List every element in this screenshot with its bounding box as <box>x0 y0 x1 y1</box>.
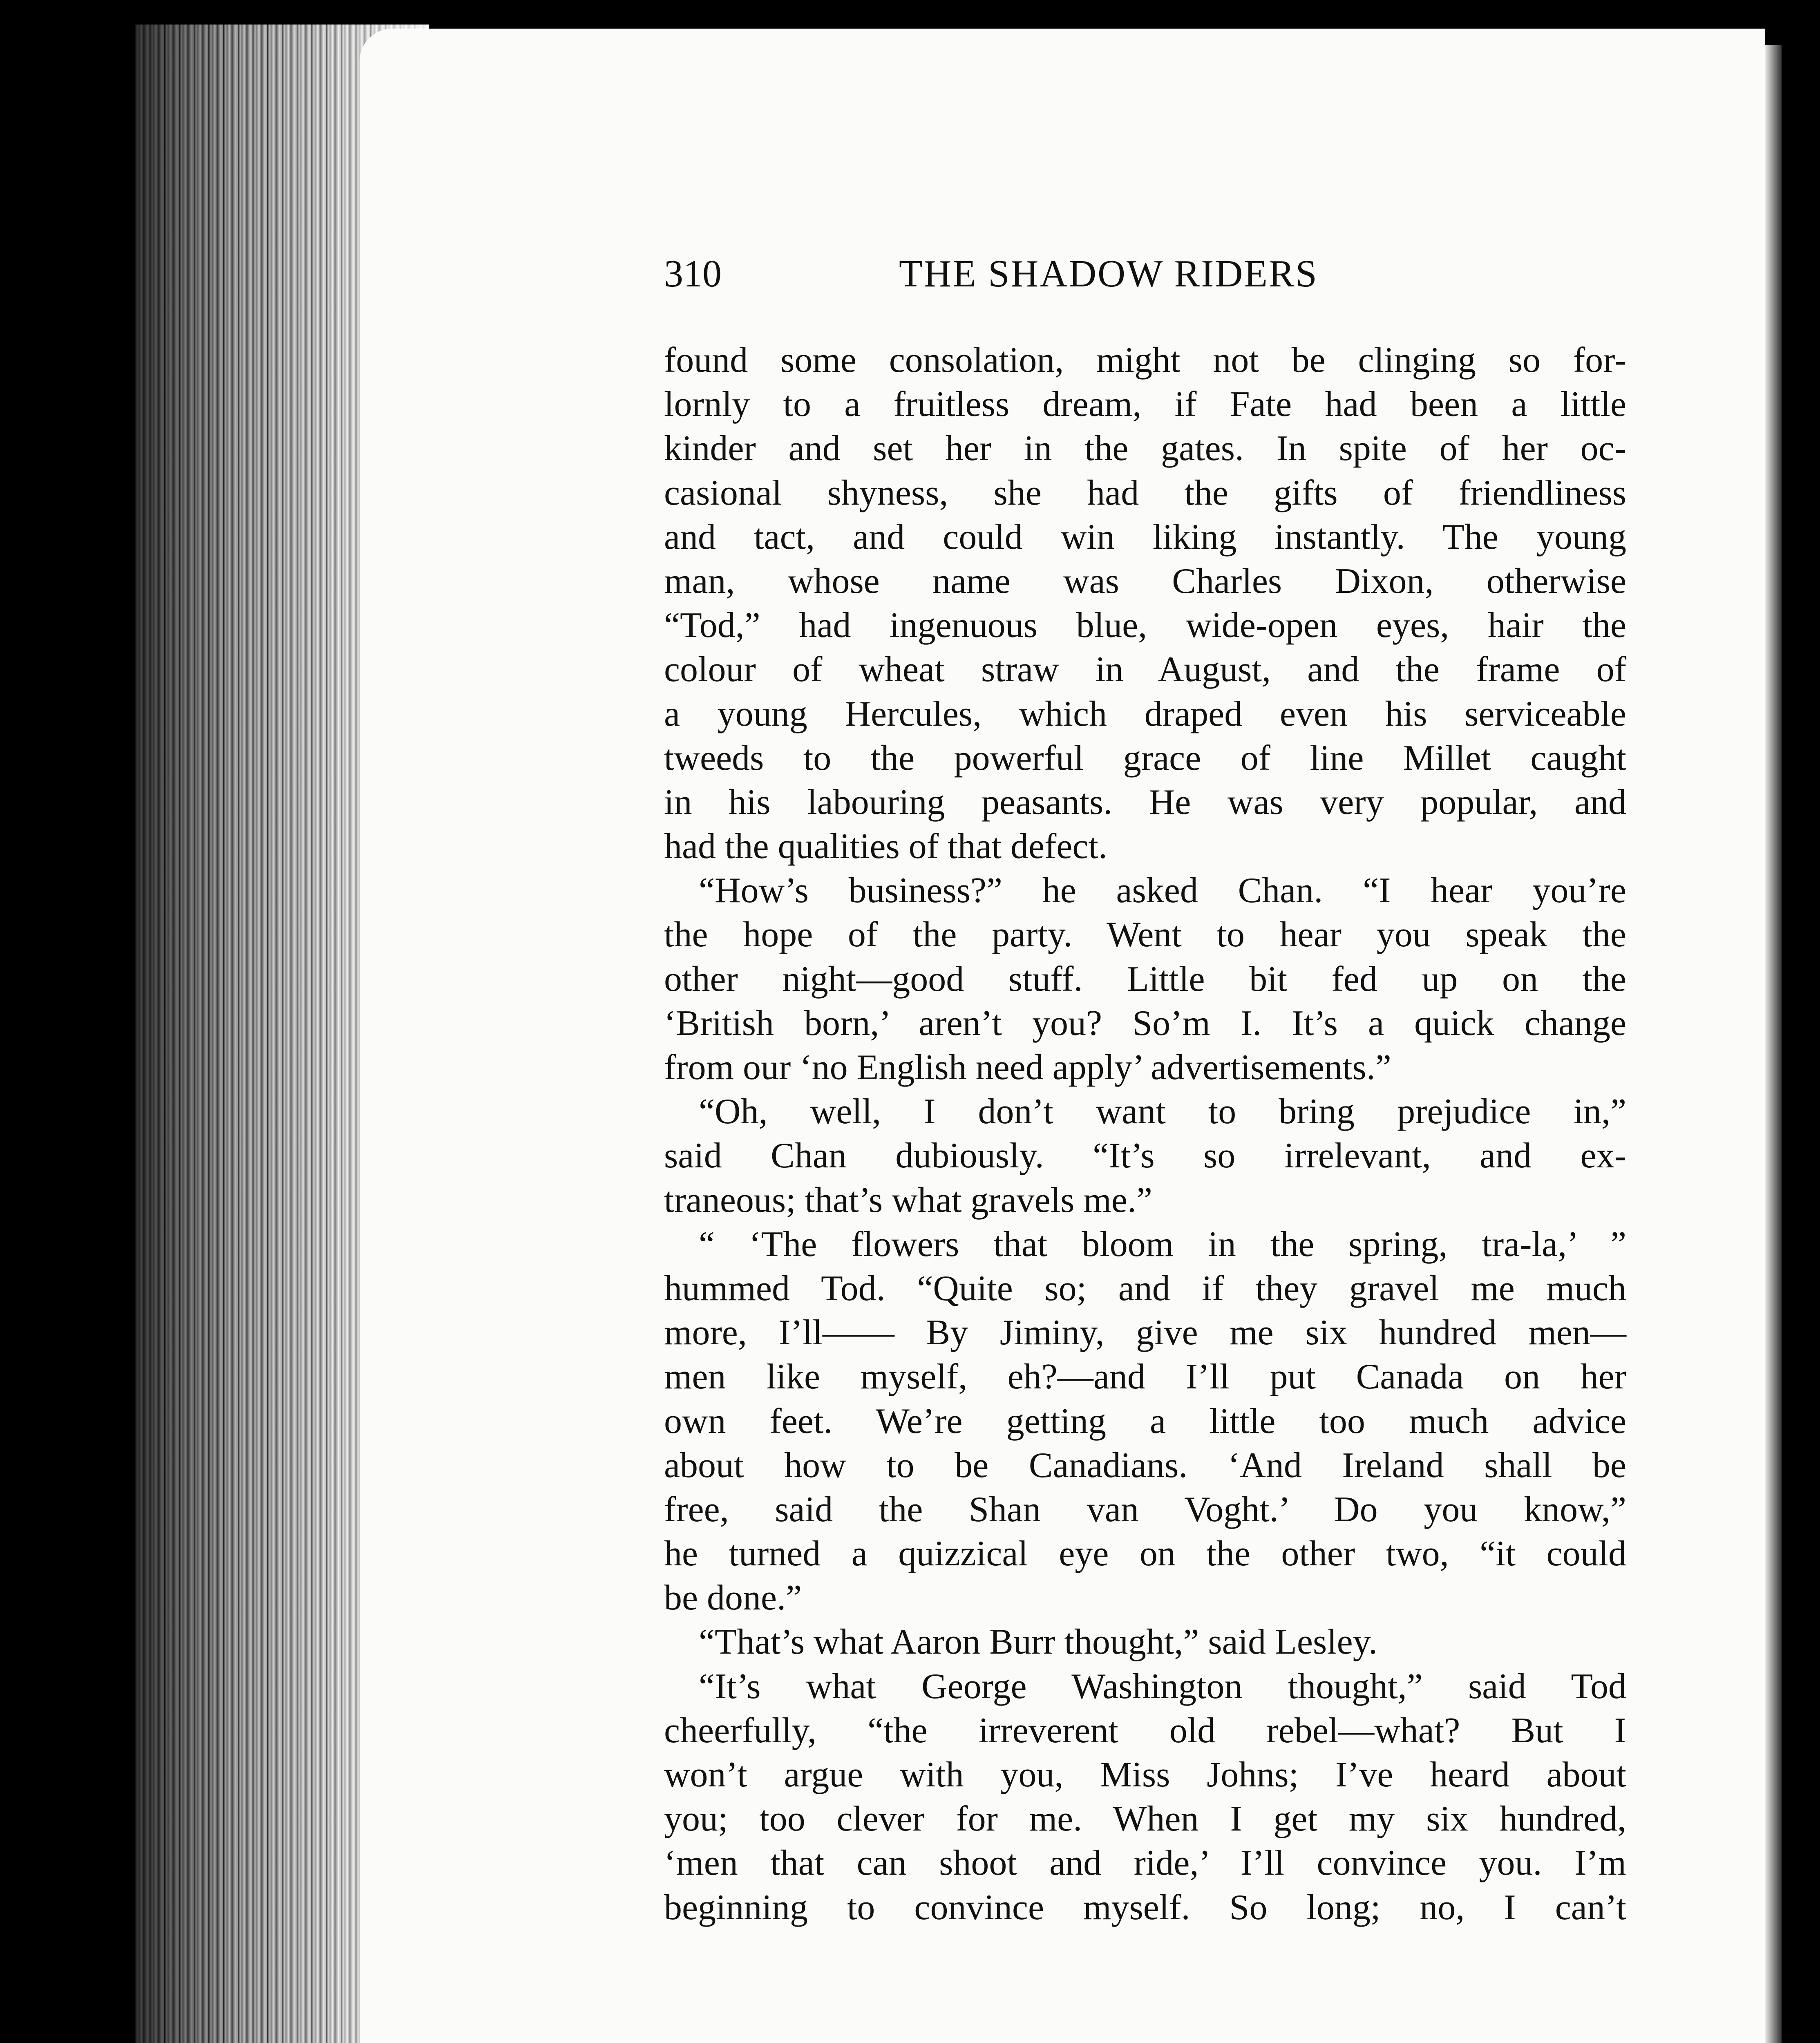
text-line: lornly to a fruitless dream, if Fate had been a little <box>664 384 1626 425</box>
page-number: 310 <box>664 253 722 295</box>
text-line: colour of wheat straw in August, and the frame of <box>664 650 1626 690</box>
text-line: traneous; that’s what gravels me.” <box>664 1180 1152 1220</box>
text-line: said Chan dubiously. “It’s so irrelevant, and ex- <box>664 1136 1626 1176</box>
text-line: “ ‘The flowers that bloom in the spring, tra-la,’ ” <box>699 1224 1626 1264</box>
text-line: hummed Tod. “Quite so; and if they gravel me much <box>664 1268 1626 1308</box>
text-line: other night—good stuff. Little bit fed up on the <box>664 959 1626 999</box>
text-line: free, said the Shan van Voght.’ Do you know,” <box>664 1489 1626 1529</box>
text-line: more, I’ll—— By Jiminy, give me six hundred men— <box>664 1313 1626 1353</box>
page-right-edge <box>1765 45 1782 2043</box>
text-line: and tact, and could win liking instantly. The young <box>664 517 1626 557</box>
text-line: “That’s what Aaron Burr thought,” said Lesley. <box>699 1622 1377 1662</box>
text-line: casional shyness, she had the gifts of friendliness <box>664 473 1626 513</box>
text-line: ‘men that can shoot and ride,’ I’ll convince you. I’m <box>664 1843 1626 1883</box>
running-title: THE SHADOW RIDERS <box>899 253 1318 295</box>
text-line: about how to be Canadians. ‘And Ireland shall be <box>664 1445 1626 1485</box>
body-text <box>664 338 1626 1930</box>
text-line: “Oh, well, I don’t want to bring prejudice in,” <box>699 1092 1626 1132</box>
text-line: won’t argue with you, Miss Johns; I’ve heard about <box>664 1755 1626 1795</box>
text-line: you; too clever for me. When I get my six hundred, <box>664 1799 1626 1839</box>
text-line: “How’s business?” he asked Chan. “I hear you’re <box>699 871 1626 911</box>
text-line: “It’s what George Washington thought,” said Tod <box>699 1666 1626 1706</box>
text-line: man, whose name was Charles Dixon, otherwise <box>664 561 1626 601</box>
text-line: found some consolation, might not be clinging so for- <box>664 340 1626 380</box>
text-line: tweeds to the powerful grace of line Millet caught <box>664 738 1626 778</box>
text-line: a young Hercules, which draped even his serviceable <box>664 694 1626 734</box>
running-header <box>664 245 1624 302</box>
text-line: own feet. We’re getting a little too much advice <box>664 1401 1626 1441</box>
text-line: the hope of the party. Went to hear you speak the <box>664 915 1626 955</box>
text-line: he turned a quizzical eye on the other two, “it could <box>664 1534 1626 1574</box>
text-line: kinder and set her in the gates. In spite of her oc- <box>664 429 1626 469</box>
text-line: beginning to convince myself. So long; no, I can’t <box>664 1887 1626 1927</box>
text-line: ‘British born,’ aren’t you? So’m I. It’s a quick change <box>664 1003 1626 1043</box>
text-line: in his labouring peasants. He was very popular, and <box>664 782 1626 822</box>
text-line: men like myself, eh?—and I’ll put Canada on her <box>664 1357 1626 1397</box>
text-line: be done.” <box>664 1578 802 1618</box>
text-line: cheerfully, “the irreverent old rebel—what? But I <box>664 1710 1626 1750</box>
text-line: had the qualities of that defect. <box>664 827 1107 867</box>
text-line: from our ‘no English need apply’ advertisements.” <box>664 1048 1391 1087</box>
text-line: “Tod,” had ingenuous blue, wide-open eyes, hair the <box>664 606 1626 646</box>
